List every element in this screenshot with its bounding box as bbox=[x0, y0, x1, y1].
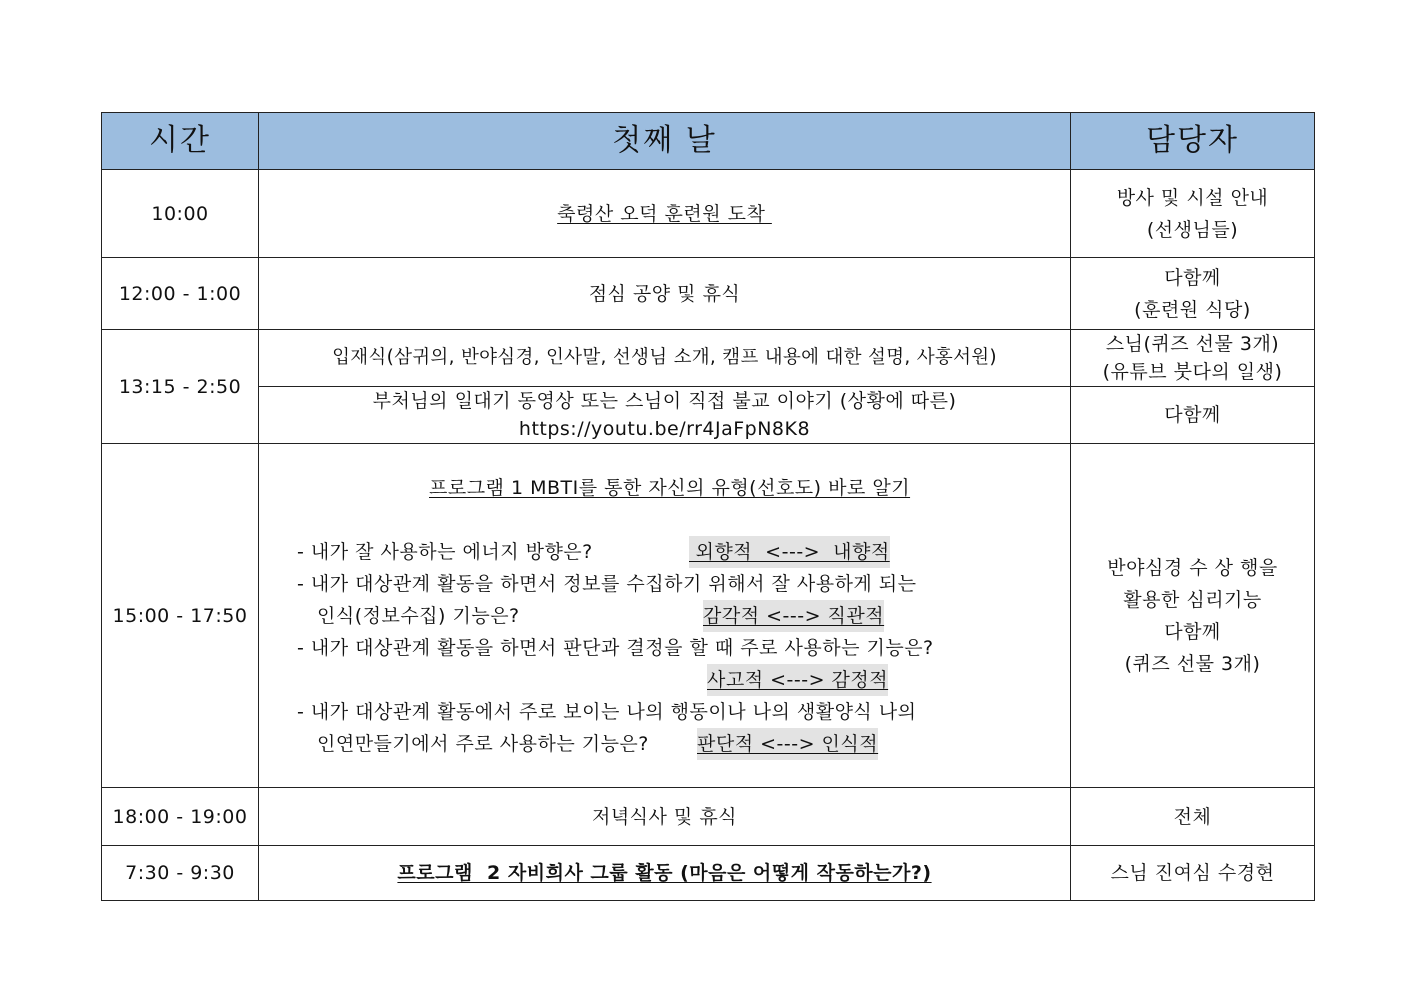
person-line: (퀴즈 선물 3개) bbox=[1124, 652, 1261, 675]
row-activity bbox=[259, 387, 1071, 444]
row-time: 12:00 - 1:00 bbox=[102, 258, 259, 330]
person-line: (유튜브 붓다의 일생) bbox=[1102, 361, 1283, 383]
table-row bbox=[102, 330, 1315, 387]
video-link[interactable]: https://youtu.be/rr4JaFpN8K8 bbox=[518, 418, 811, 440]
header-day: 첫째 날 bbox=[259, 113, 1071, 170]
question-text: - 내가 잘 사용하는 에너지 방향은? bbox=[297, 541, 593, 563]
person-line: 다함께 bbox=[1164, 266, 1221, 289]
person-line: 반야심경 수 상 행을 bbox=[1107, 556, 1278, 579]
row-activity bbox=[259, 170, 1071, 258]
row-time: 10:00 bbox=[102, 170, 259, 258]
row-activity: 입재식(삼귀의, 반야심경, 인사말, 선생님 소개, 캠프 내용에 대한 설명, 사홍서원) bbox=[259, 330, 1071, 387]
header-time: 시간 bbox=[102, 113, 259, 170]
row-time: 18:00 - 19:00 bbox=[102, 788, 259, 846]
answer-text: 판단적 <---> 인식적 bbox=[697, 728, 878, 760]
row-person bbox=[1071, 170, 1315, 258]
answer-text: 사고적 <---> 감정적 bbox=[707, 664, 888, 696]
person-line: 방사 및 시설 안내 bbox=[1116, 186, 1269, 209]
table-row bbox=[102, 444, 1315, 788]
table-row bbox=[102, 170, 1315, 258]
answer-text: 외향적 <---> 내향적 bbox=[689, 536, 890, 568]
answer-text: 감각적 <---> 직관적 bbox=[703, 600, 884, 632]
person-line: (훈련원 식당) bbox=[1134, 298, 1251, 321]
program-title: 프로그램 1 MBTI를 통한 자신의 유형(선호도) 바로 알기 bbox=[429, 477, 911, 499]
header-person: 담당자 bbox=[1071, 113, 1315, 170]
row-time: 7:30 - 9:30 bbox=[102, 846, 259, 901]
question-text: - 내가 대상관계 활동을 하면서 판단과 결정을 할 때 주로 사용하는 기능은? bbox=[297, 637, 934, 659]
table-row bbox=[102, 258, 1315, 330]
question-text: - 내가 대상관계 활동을 하면서 정보를 수집하기 위해서 잘 사용하게 되는 bbox=[297, 573, 917, 595]
activity-line: 부처님의 일대기 동영상 또는 스님이 직접 불교 이야기 (상황에 따른) bbox=[372, 390, 957, 412]
row-person: 다함께 bbox=[1071, 387, 1315, 444]
row-time: 15:00 - 17:50 bbox=[102, 444, 259, 788]
table-row bbox=[102, 846, 1315, 901]
question-text: 인연만들기에서 주로 사용하는 기능은? bbox=[317, 733, 649, 755]
person-line: 스님(퀴즈 선물 3개) bbox=[1105, 333, 1280, 355]
question-text: 인식(정보수집) 기능은? bbox=[317, 605, 520, 627]
row-activity bbox=[259, 846, 1071, 901]
row-person bbox=[1071, 444, 1315, 788]
person-line: (선생님들) bbox=[1146, 218, 1239, 241]
row-person: 전체 bbox=[1071, 788, 1315, 846]
table-row bbox=[102, 788, 1315, 846]
row-activity: 점심 공양 및 휴식 bbox=[259, 258, 1071, 330]
program-cell bbox=[259, 444, 1071, 788]
row-person bbox=[1071, 330, 1315, 387]
table-row bbox=[102, 387, 1315, 444]
person-line: 활용한 심리기능 bbox=[1123, 588, 1262, 611]
row-time: 13:15 - 2:50 bbox=[102, 330, 259, 444]
question-text: - 내가 대상관계 활동에서 주로 보이는 나의 행동이나 나의 생활양식 나의 bbox=[297, 701, 917, 723]
schedule-table bbox=[101, 112, 1315, 901]
header-row bbox=[102, 113, 1315, 170]
person-line: 다함께 bbox=[1164, 620, 1221, 643]
activity-text: 프로그램 2 자비희사 그룹 활동 (마음은 어떻게 작동하는가?) bbox=[397, 862, 932, 884]
row-activity: 저녁식사 및 휴식 bbox=[259, 788, 1071, 846]
row-person bbox=[1071, 258, 1315, 330]
activity-text: 축령산 오덕 훈련원 도착 bbox=[557, 202, 772, 225]
row-person: 스님 진여심 수경현 bbox=[1071, 846, 1315, 901]
